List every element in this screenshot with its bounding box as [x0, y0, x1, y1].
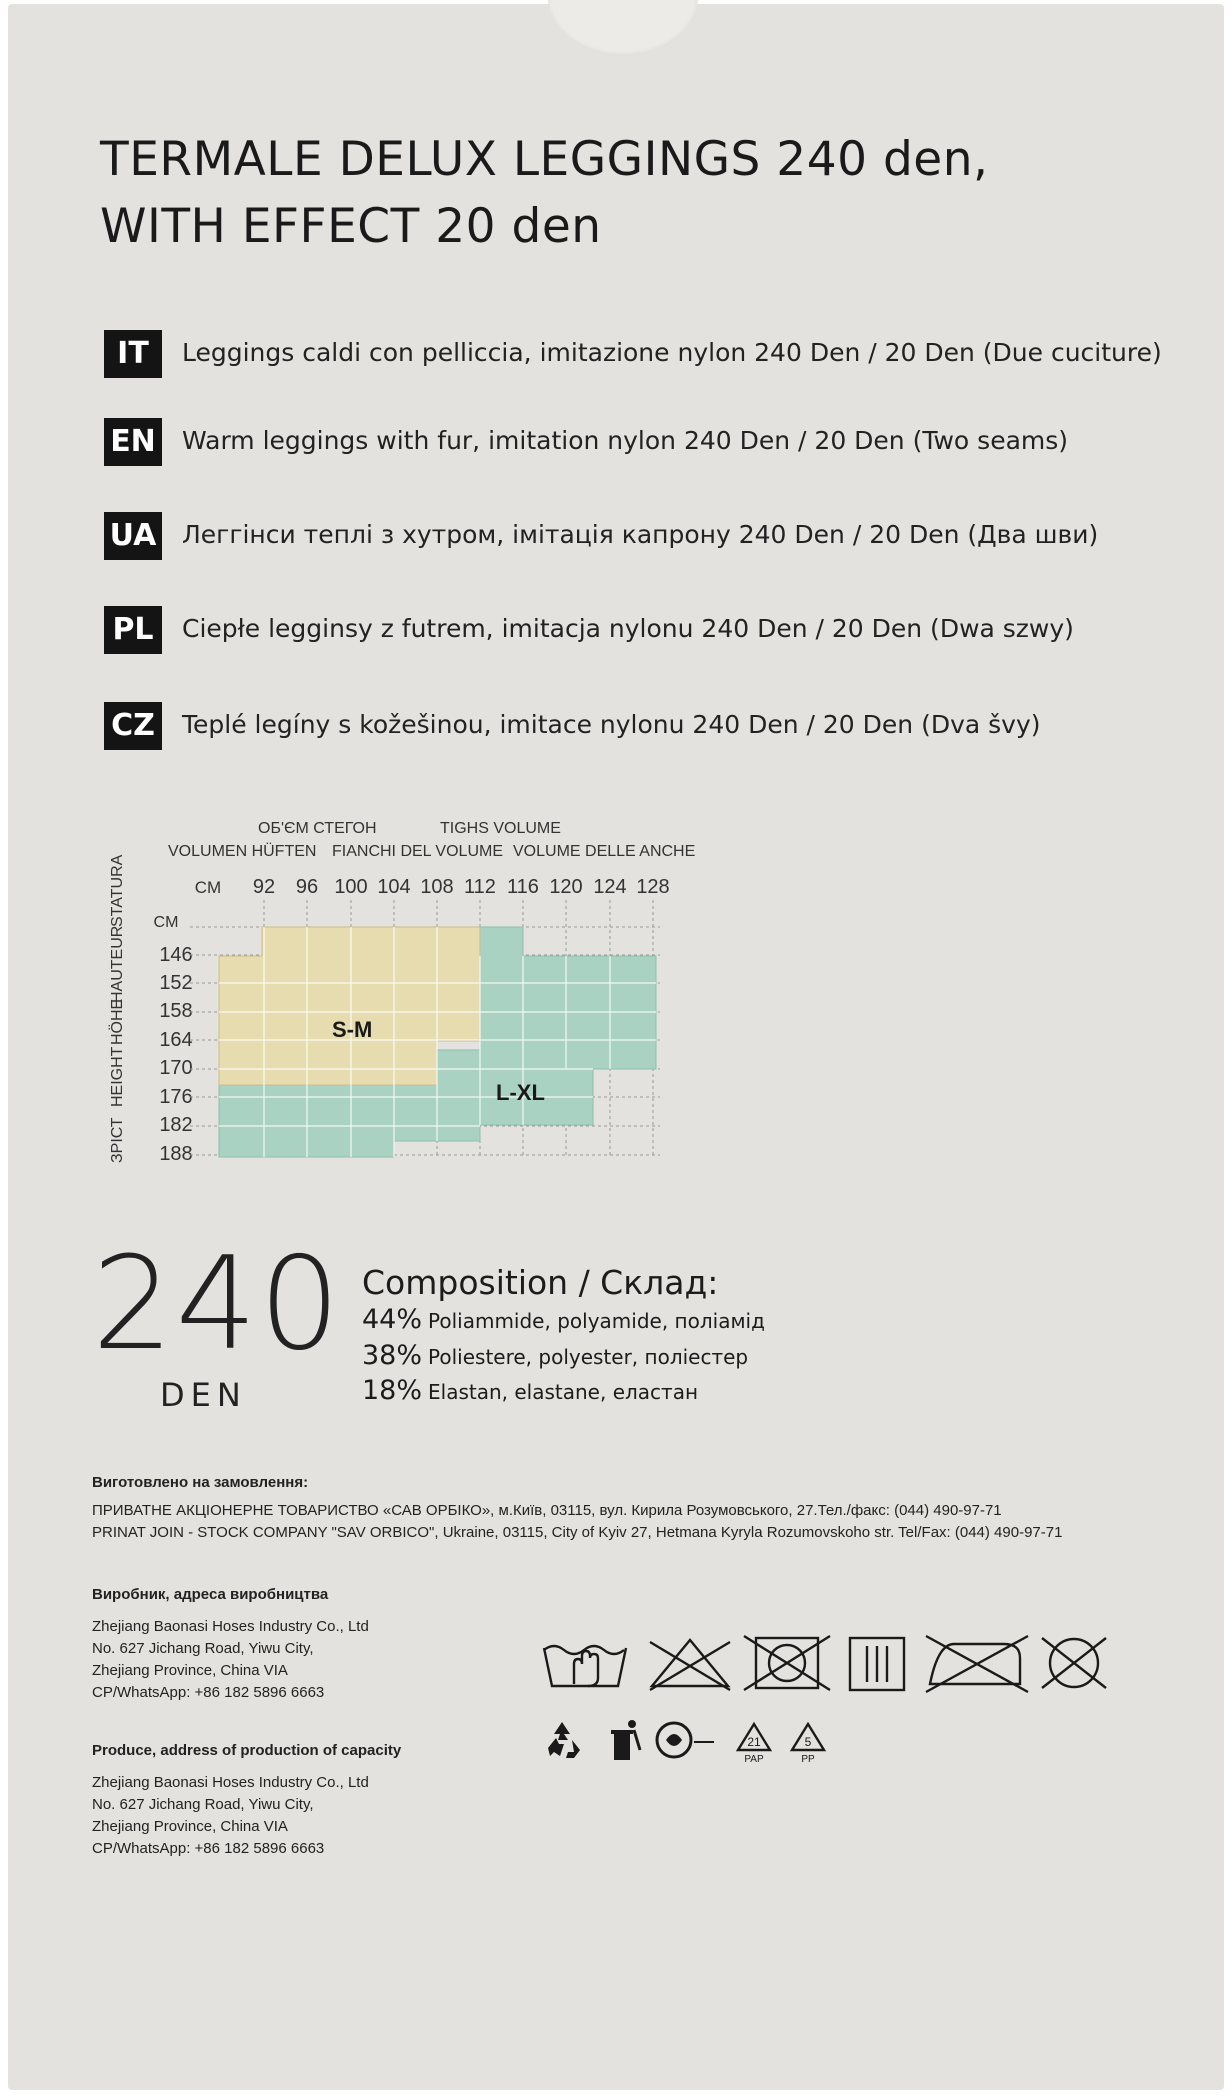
height-value-axis	[159, 944, 192, 1165]
height-label-it: STATURA	[109, 854, 126, 927]
do-not-iron-icon	[926, 1636, 1028, 1692]
hip-label-it: FIANCHI DEL VOLUME	[332, 843, 503, 860]
height-label-de: HÖHE	[109, 998, 126, 1045]
made-to-order-address	[92, 1500, 1062, 1544]
green-dot-icon	[657, 1723, 714, 1757]
language-description: Леггінси теплі з хутром, імітація капрону 240 Den / 20 Den (Два шви)	[182, 520, 1099, 549]
language-badge: UA	[104, 512, 162, 560]
hip-value: 120	[549, 876, 583, 898]
recycling-code-number: 21	[747, 1735, 761, 1749]
product-title	[100, 126, 1200, 260]
composition-row	[362, 1304, 765, 1335]
height-label-en: HEIGHT	[109, 1046, 126, 1107]
address-line: CP/WhatsApp: +86 182 5896 6663	[92, 1684, 325, 1701]
den-unit: DEN	[160, 1376, 247, 1414]
care-symbols	[540, 1632, 1110, 1702]
height-label-fr: HAUTEUR	[109, 925, 126, 1003]
hip-value: 108	[420, 876, 454, 898]
address-line: Zhejiang Province, China VIA	[92, 1818, 288, 1835]
height-value: 152	[159, 972, 193, 994]
height-unit: CM	[153, 914, 179, 931]
hip-label-ua: ОБ'ЄМ СТЕГОН	[258, 820, 377, 837]
address-line: Zhejiang Province, China VIA	[92, 1662, 288, 1679]
hip-value: 124	[593, 876, 627, 898]
size-label-l-xl: L-XL	[496, 1080, 545, 1105]
hip-value: 128	[636, 876, 670, 898]
composition-percent: 18%	[362, 1375, 423, 1406]
trash-bin-icon	[611, 1720, 640, 1760]
height-value: 188	[159, 1143, 193, 1165]
made-to-order-heading: Виготовлено на замовлення:	[92, 1474, 309, 1491]
hip-label-de: VOLUMEN HÜFTEN	[168, 843, 317, 860]
address-line: Zhejiang Baonasi Hoses Industry Co., Ltd	[92, 1618, 369, 1635]
manufacturer-heading-en: Produce, address of production of capacity	[92, 1742, 402, 1759]
hip-label-it-2: VOLUME DELLE ANCHE	[513, 843, 696, 860]
language-badge: IT	[104, 330, 162, 378]
composition-row	[362, 1375, 698, 1406]
recycling-code-label: PAP	[744, 1754, 764, 1765]
den-number: 240	[92, 1230, 343, 1379]
address-line: ПРИВАТНЕ АКЦІОНЕРНЕ ТОВАРИСТВО «САВ ОРБІКО», м.Київ, 03115, вул. Кирила Розумовського, 27.Тел./факс: (044) 490-97-71	[92, 1502, 1002, 1519]
recycle-icon	[548, 1722, 580, 1758]
composition-percent: 38%	[362, 1340, 423, 1371]
hip-value: 100	[334, 876, 368, 898]
recycling-code-number: 5	[804, 1735, 812, 1749]
hip-value-axis	[253, 876, 670, 898]
hip-label-en: TIGHS VOLUME	[440, 820, 561, 837]
language-description: Ciepłe legginsy z futrem, imitacja nylonu 240 Den / 20 Den (Dwa szwy)	[182, 614, 1074, 643]
address-line: No. 627 Jichang Road, Yiwu City,	[92, 1796, 314, 1813]
height-value: 176	[159, 1086, 193, 1108]
size-chart	[100, 815, 700, 1175]
recycling-code-pp-icon	[792, 1724, 824, 1765]
hip-value: 116	[507, 876, 539, 898]
height-value: 146	[159, 944, 193, 966]
height-label-ua: ЗРІСТ	[109, 1117, 126, 1163]
address-line: Zhejiang Baonasi Hoses Industry Co., Ltd	[92, 1774, 369, 1791]
recycling-code-pap-icon	[738, 1724, 770, 1765]
do-not-tumble-dry-icon	[744, 1636, 830, 1690]
address-line: CP/WhatsApp: +86 182 5896 6663	[92, 1840, 325, 1857]
hip-value: 104	[377, 876, 411, 898]
composition-material: Poliammide, polyamide, поліамід	[428, 1309, 765, 1333]
do-not-dry-clean-icon	[1042, 1638, 1106, 1688]
height-value: 164	[159, 1029, 193, 1051]
height-value: 158	[159, 1000, 193, 1022]
hip-value: 92	[252, 876, 276, 898]
drip-dry-icon	[850, 1638, 904, 1690]
composition-title: Composition / Склад:	[362, 1263, 719, 1302]
language-badge: PL	[104, 606, 162, 654]
composition-row	[362, 1340, 748, 1371]
language-description: Leggings caldi con pelliccia, imitazione nylon 240 Den / 20 Den (Due cuciture)	[182, 338, 1162, 367]
address-line: PRINAT JOIN - STOCK COMPANY "SAV ORBICO", Ukraine, 03115, City of Kyiv 27, Hetmana Kyryla Rozumovskoho str. Tel/Fax: (044) 490-97-71	[92, 1524, 1063, 1541]
do-not-bleach-icon	[650, 1640, 730, 1690]
language-description: Warm leggings with fur, imitation nylon 240 Den / 20 Den (Two seams)	[182, 426, 1069, 455]
composition-material: Elastan, elastane, еластан	[428, 1380, 699, 1404]
composition-percent: 44%	[362, 1304, 423, 1335]
height-value: 170	[159, 1057, 193, 1079]
hip-value: 112	[464, 876, 496, 898]
recycling-code-label: PP	[801, 1754, 815, 1765]
language-description: Teplé legíny s kožešinou, imitace nylonu 240 Den / 20 Den (Dva švy)	[182, 710, 1041, 739]
manufacturer-address-ua	[92, 1616, 369, 1704]
title-line-2: WITH EFFECT 20 den	[100, 199, 602, 254]
height-value: 182	[159, 1114, 193, 1136]
manufacturer-address-en	[92, 1772, 369, 1860]
language-badge: EN	[104, 418, 162, 466]
language-badge: CZ	[104, 702, 162, 750]
hip-unit: CM	[194, 878, 222, 897]
size-label-s-m: S-M	[332, 1017, 373, 1042]
title-line-1: TERMALE DELUX LEGGINGS 240 den,	[100, 132, 989, 187]
manufacturer-heading-ua: Виробник, адреса виробництва	[92, 1586, 329, 1603]
hip-value: 96	[295, 876, 319, 898]
hand-wash-icon	[544, 1646, 626, 1686]
recycling-symbols	[544, 1718, 844, 1768]
composition-material: Poliestere, polyester, поліестер	[428, 1345, 749, 1369]
address-line: No. 627 Jichang Road, Yiwu City,	[92, 1640, 314, 1657]
